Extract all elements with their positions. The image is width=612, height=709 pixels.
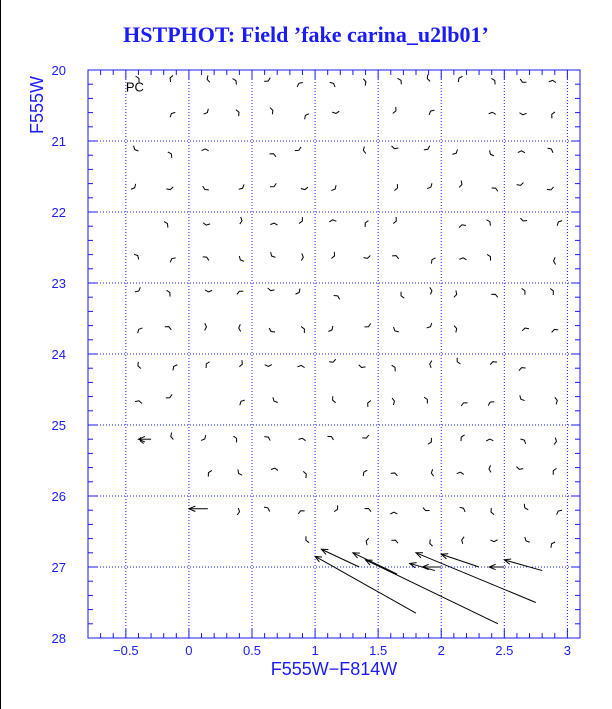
vector-marker [547,187,554,190]
vector-marker [363,147,366,154]
vector-marker [270,154,276,157]
vector-marker [328,326,332,332]
x-tick-label: 1 [311,643,319,658]
vector-marker [393,327,398,332]
vector-marker [166,394,172,397]
x-axis-label: F555W−F814W [270,659,398,679]
vector-marker [397,78,401,84]
vector-marker [459,258,466,260]
vector-marker [554,257,556,264]
vector-marker [520,439,525,444]
y-tick-label: 23 [51,276,66,291]
x-tick-label: 1.5 [369,643,388,658]
vector-marker [458,76,462,82]
vector-marker [555,397,557,404]
vector-marker [423,508,430,511]
vector-marker [233,436,236,442]
vector-marker [428,438,431,444]
vector-marker [273,397,278,402]
vector-marker [203,186,209,190]
vector-marker [491,78,495,84]
y-tick-label: 26 [51,489,66,504]
vector-marker [239,256,244,261]
vector-marker [202,149,209,151]
vector-marker [173,365,177,371]
vector-marker [492,188,498,191]
vector-marker [270,108,273,115]
vector-marker [166,187,173,190]
vector-marker [554,438,556,445]
vector-marker [205,290,212,292]
vector-marker [430,361,432,368]
y-tick-label: 25 [51,418,66,433]
vector-marker [164,222,168,228]
vector-marker [329,220,336,222]
vector-marker [427,323,432,328]
vector-marker [489,112,496,114]
chart-title: HSTPHOT: Field ’fake carina_u2lb01’ [123,22,489,47]
y-axis-label: F555W [27,75,47,135]
vector-marker [268,288,275,291]
vector-marker [265,365,272,367]
vector-marker [271,252,276,257]
vector-marker [487,254,490,260]
vector-marker [138,362,141,369]
vector-marker [329,359,336,362]
vector-marker [165,327,171,330]
vector-marker [334,505,337,511]
vector-marker [401,292,404,298]
vector-marker [238,469,242,475]
vector-marker [424,146,430,150]
vector-marker [131,184,136,189]
y-tick-label: 22 [51,205,66,220]
vector-marker [430,539,433,546]
vector-marker [519,113,526,115]
vector-arrow [353,553,397,574]
vector-marker [391,473,398,476]
vector-marker [305,114,309,120]
vector-arrow [416,553,536,603]
vector-marker [134,254,139,259]
vector-marker [301,253,303,260]
vector-marker [134,146,139,151]
vector-marker [548,148,553,153]
vector-marker [364,324,370,327]
vector-marker [332,111,339,113]
vector-marker [431,258,435,264]
vector-marker [462,537,464,544]
vector-marker [299,438,306,440]
vector-marker [490,150,494,156]
vector-marker [331,185,336,190]
vector-marker [331,252,334,259]
vector-marker [296,289,300,295]
vector-marker [301,327,304,333]
vector-marker [208,470,211,476]
vector-marker [390,512,397,514]
vector-marker [490,362,497,365]
vector-marker [490,540,497,542]
vector-marker [488,402,494,406]
vector-marker [457,358,460,364]
vector-marker [171,433,174,440]
vector-marker [393,217,396,224]
vector-marker [392,365,396,371]
vector-marker [135,401,142,404]
vector-marker [236,110,239,117]
vector-marker [270,183,276,186]
vector-marker [271,468,278,470]
vector-marker [240,400,245,405]
vector-marker [239,360,242,367]
vector-marker [552,112,555,118]
vector-marker [170,75,173,82]
vector-marker [303,471,306,478]
vector-marker [365,221,368,227]
vector-marker [205,323,207,330]
vector-marker [461,435,465,441]
vector-marker [525,537,530,542]
vector-marker [520,79,526,82]
y-tick-label: 20 [51,63,66,78]
vector-marker [489,465,491,472]
vector-marker [391,540,398,543]
vector-marker [135,287,140,292]
vector-marker [519,368,526,371]
vector-marker [454,326,457,333]
x-tick-label: 3 [563,643,572,658]
vector-marker [522,288,525,294]
vector-marker [394,184,397,191]
vector-marker [427,183,432,188]
vector-marker [264,507,270,511]
y-tick-label: 28 [51,631,66,646]
vector-marker [239,324,241,331]
vector-marker [392,146,399,149]
vector-marker [461,403,467,406]
vector-marker [454,291,457,298]
vector-marker [362,435,369,438]
vector-arrow [315,556,416,613]
vector-marker [557,510,563,514]
vector-marker [392,398,394,405]
x-tick-label: 0.5 [242,643,262,658]
vector-marker [170,112,175,117]
chip-label: PC [125,79,144,95]
vector-marker [460,507,465,512]
vector-marker [264,437,270,441]
vector-marker [518,151,525,153]
vector-marker [167,290,171,296]
x-tick-label: 2.5 [495,643,514,658]
x-tick-label: 0 [185,643,193,658]
vector-marker [295,147,301,151]
vector-marker [392,256,399,259]
vector-marker [557,221,562,226]
vector-marker [138,328,143,333]
y-tick-label: 24 [51,347,66,362]
vector-marker [366,538,369,545]
vector-marker [424,397,427,403]
vector-marker [237,508,239,515]
vector-marker [364,256,371,259]
x-tick-label: 2 [437,643,445,658]
vector-marker [201,435,206,440]
vector-marker [429,110,434,115]
vector-marker [459,181,462,188]
vector-marker [363,470,367,476]
vector-marker [270,223,277,225]
vector-marker [365,509,371,512]
vector-marker [204,109,209,114]
vector-marker [491,294,497,297]
vector-marker [203,257,209,261]
vector-marker [264,78,270,82]
vector-marker [297,83,303,87]
vector-marker [551,542,555,548]
vector-marker [207,75,210,82]
vector-marker [170,258,175,263]
vector-marker [516,467,523,470]
vector-marker [206,362,209,368]
vector-marker [333,396,336,403]
vector-marker [233,79,237,85]
vector-marker [457,472,464,474]
vector-arrow [321,549,359,567]
vector-marker [549,80,556,82]
vector-marker [298,511,304,514]
vector-arrow [504,560,542,571]
vector-marker [297,365,304,367]
vector-marker [203,223,210,225]
vector-marker [368,400,371,406]
vector-marker [330,82,335,87]
vector-marker [393,107,396,113]
vector-marker [240,217,242,224]
vector-marker [486,439,493,441]
y-tick-label: 21 [51,134,66,149]
vector-marker [327,436,333,440]
vector-marker [239,184,244,189]
vector-marker [520,218,527,221]
vector-marker [237,291,243,294]
vector-marker [301,187,308,189]
vector-marker [306,536,309,542]
vector-marker [452,149,457,154]
vector-marker [550,289,553,295]
vector-marker [359,365,366,368]
vector-marker [517,183,524,186]
vector-marker [486,220,490,226]
vector-marker [553,468,556,474]
vector-marker [524,504,528,510]
vector-marker [491,508,494,515]
vector-marker [431,469,433,476]
vector-marker [363,79,366,86]
x-tick-label: −0.5 [113,643,139,658]
vector-marker [299,217,302,223]
vector-marker [269,328,275,332]
vector-marker [168,152,172,158]
vector-marker [459,225,466,228]
vector-marker [430,287,432,294]
vector-marker [522,328,529,331]
vector-marker [552,329,559,332]
y-tick-label: 27 [51,560,66,575]
vector-marker [334,295,340,299]
vector-marker [520,395,525,400]
vector-marker [427,75,430,82]
